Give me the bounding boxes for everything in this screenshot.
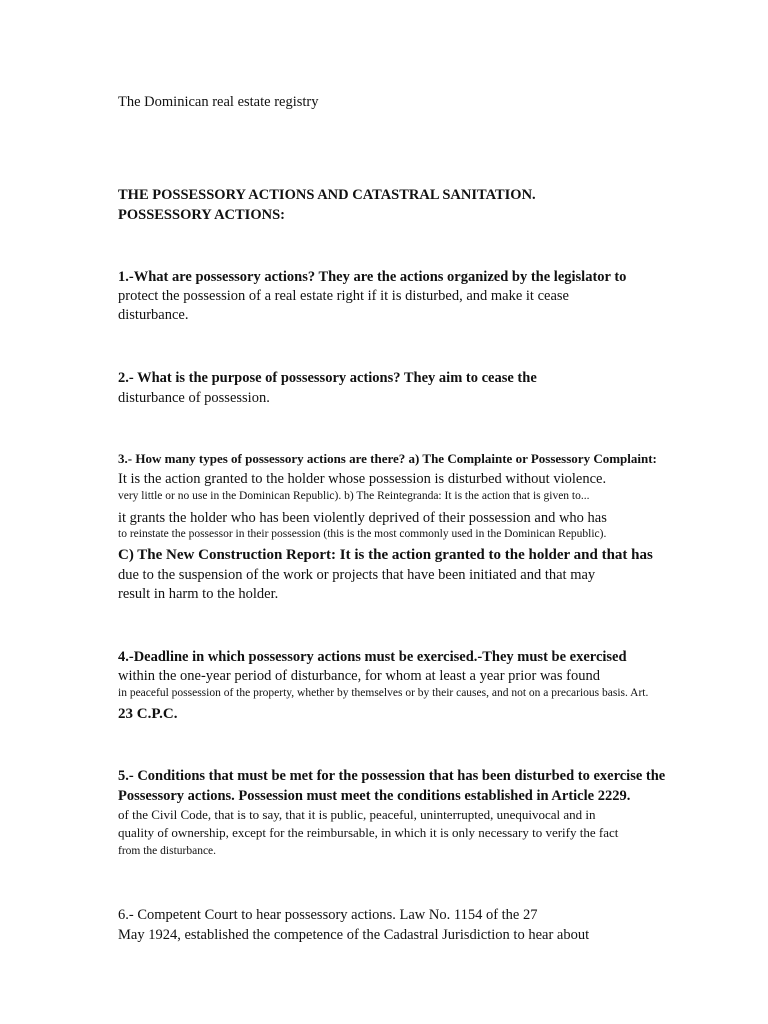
q3-line-2: It is the action granted to the holder whose possession is disturbed without violence. xyxy=(118,471,607,487)
q6-line-1: 6.- Competent Court to hear possessory actions. Law No. 1154 of the 27 xyxy=(118,907,538,923)
q2-line-1: 2.- What is the purpose of possessory actions? They aim to cease the xyxy=(118,370,537,386)
q5-line-1: 5.- Conditions that must be met for the possession that has been disturbed to exercise the xyxy=(118,768,666,784)
q4-line-3: in peaceful possession of the property, whether by themselves or by their causes, and not on a precarious basis. Art. xyxy=(118,687,649,699)
q5-line-2: Possessory actions. Possession must meet the conditions established in Article 2229. xyxy=(118,788,631,804)
document-header: The Dominican real estate registry xyxy=(118,94,319,110)
q5-line-3: of the Civil Code, that is to say, that it is public, peaceful, uninterrupted, unequivocal and in xyxy=(118,807,596,822)
q3-line-6: C) The New Construction Report: It is the action granted to the holder and that has xyxy=(118,547,653,563)
q4-line-1: 4.-Deadline in which possessory actions must be exercised.-They must be exercised xyxy=(118,649,627,665)
q1-line-2: protect the possession of a real estate right if it is disturbed, and make it cease xyxy=(118,288,569,304)
q3-line-3: very little or no use in the Dominican Republic). b) The Reintegranda: It is the action that is given to... xyxy=(118,490,590,502)
q3-line-4: it grants the holder who has been violently deprived of their possession and who has xyxy=(118,510,607,526)
document-title-line-2: POSSESSORY ACTIONS: xyxy=(118,207,285,223)
q6-line-2: May 1924, established the competence of the Cadastral Jurisdiction to hear about xyxy=(118,927,590,943)
q3-line-8: result in harm to the holder. xyxy=(118,586,279,602)
q4-line-4: 23 C.P.C. xyxy=(118,706,178,722)
document-title-line-1: THE POSSESSORY ACTIONS AND CATASTRAL SANITATION. xyxy=(118,187,536,203)
q3-line-5: to reinstate the possessor in their possession (this is the most commonly used in the Dominican Republic). xyxy=(118,528,607,540)
q1-line-1: 1.-What are possessory actions? They are the actions organized by the legislator to xyxy=(118,269,627,285)
q3-line-1: 3.- How many types of possessory actions are there? a) The Complainte or Possessory Complaint: xyxy=(118,451,657,466)
q2-line-2: disturbance of possession. xyxy=(118,390,270,406)
q1-line-3: disturbance. xyxy=(118,307,189,323)
q5-line-4: quality of ownership, except for the reimbursable, in which it is only necessary to verify the fact xyxy=(118,825,619,840)
q4-line-2: within the one-year period of disturbance, for whom at least a year prior was found xyxy=(118,668,600,684)
q3-line-7: due to the suspension of the work or projects that have been initiated and that may xyxy=(118,567,596,583)
q5-line-5: from the disturbance. xyxy=(118,845,217,857)
